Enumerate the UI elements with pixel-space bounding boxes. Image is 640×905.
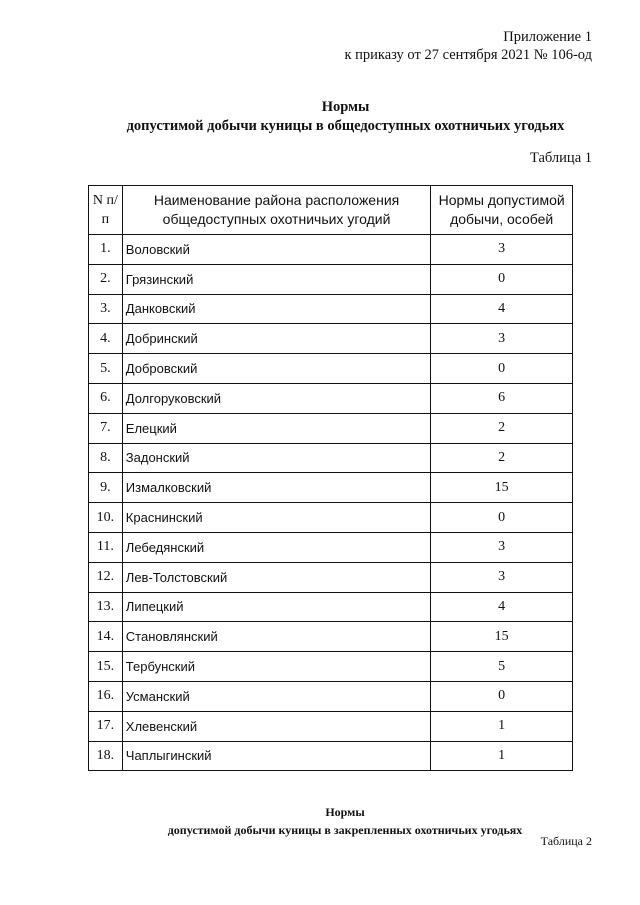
- district-name: Елецкий: [122, 413, 431, 443]
- row-number: 8.: [89, 443, 123, 473]
- row-number: 13.: [89, 592, 123, 622]
- norms-table: [88, 185, 573, 771]
- district-name: Измалковский: [122, 473, 431, 503]
- norm-value: 3: [431, 532, 573, 562]
- district-name: Краснинский: [122, 503, 431, 533]
- district-name: Становлянский: [122, 622, 431, 652]
- norm-value: 0: [431, 681, 573, 711]
- table-row: [89, 383, 573, 413]
- district-name: Чаплыгинский: [122, 741, 431, 771]
- table-row: [89, 592, 573, 622]
- table2-title-line2: допустимой добычи куницы в закрепленных охотничьих угодьях: [167, 823, 523, 837]
- row-number: 3.: [89, 294, 123, 324]
- row-number: 16.: [89, 681, 123, 711]
- row-number: 14.: [89, 622, 123, 652]
- annex-number: Приложение 1: [503, 29, 592, 45]
- table2-title-line1: Нормы: [325, 805, 365, 819]
- table2-label: Таблица 2: [540, 834, 592, 848]
- row-number: 6.: [89, 383, 123, 413]
- row-number: 5.: [89, 354, 123, 384]
- table-row: [89, 324, 573, 354]
- norm-value: 15: [431, 473, 573, 503]
- table1-title: [88, 98, 603, 136]
- table-row: [89, 741, 573, 771]
- district-name: Тербунский: [122, 652, 431, 682]
- district-name: Грязинский: [122, 264, 431, 294]
- district-name: Данковский: [122, 294, 431, 324]
- norm-value: 1: [431, 711, 573, 741]
- district-name: Усманский: [122, 681, 431, 711]
- row-number: 10.: [89, 503, 123, 533]
- norm-value: 4: [431, 592, 573, 622]
- district-name: Хлевенский: [122, 711, 431, 741]
- district-name: Липецкий: [122, 592, 431, 622]
- norm-value: 15: [431, 622, 573, 652]
- annex-header: [344, 28, 592, 64]
- district-name: Лев-Толстовский: [122, 562, 431, 592]
- district-name: Задонский: [122, 443, 431, 473]
- annex-order-reference: к приказу от 27 сентября 2021 № 106-од: [344, 47, 592, 63]
- table-row: [89, 652, 573, 682]
- table-row: [89, 503, 573, 533]
- row-number: 4.: [89, 324, 123, 354]
- district-name: Лебедянский: [122, 532, 431, 562]
- row-number: 11.: [89, 532, 123, 562]
- norm-value: 0: [431, 264, 573, 294]
- district-name: Долгоруковский: [122, 383, 431, 413]
- norm-value: 0: [431, 503, 573, 533]
- table-row: [89, 473, 573, 503]
- norm-value: 0: [431, 354, 573, 384]
- row-number: 2.: [89, 264, 123, 294]
- table2-title: [95, 803, 595, 839]
- table-row: [89, 235, 573, 265]
- norm-value: 5: [431, 652, 573, 682]
- table-row: [89, 681, 573, 711]
- row-number: 1.: [89, 235, 123, 265]
- row-number: 18.: [89, 741, 123, 771]
- norm-value: 2: [431, 413, 573, 443]
- row-number: 12.: [89, 562, 123, 592]
- header-num: N п/п: [89, 186, 123, 235]
- table-row: [89, 711, 573, 741]
- table1-label: Таблица 1: [529, 150, 592, 166]
- norm-value: 6: [431, 383, 573, 413]
- norm-value: 4: [431, 294, 573, 324]
- table-row: [89, 294, 573, 324]
- norm-value: 1: [431, 741, 573, 771]
- table1-title-line2: допустимой добычи куницы в общедоступных охотничьих угодьях: [126, 118, 565, 134]
- table-row: [89, 622, 573, 652]
- row-number: 17.: [89, 711, 123, 741]
- row-number: 9.: [89, 473, 123, 503]
- header-norm-value: Нормы допустимой добычи, особей: [431, 186, 573, 235]
- table-row: [89, 354, 573, 384]
- table-body: [89, 235, 573, 771]
- row-number: 7.: [89, 413, 123, 443]
- table-header-row: [89, 186, 573, 235]
- table-row: [89, 264, 573, 294]
- header-district-name: Наименование района расположения общедоступных охотничьих угодий: [122, 186, 431, 235]
- table-row: [89, 562, 573, 592]
- district-name: Воловский: [122, 235, 431, 265]
- table1-title-line1: Нормы: [321, 99, 370, 115]
- norm-value: 3: [431, 562, 573, 592]
- norm-value: 2: [431, 443, 573, 473]
- district-name: Добровский: [122, 354, 431, 384]
- table-row: [89, 443, 573, 473]
- row-number: 15.: [89, 652, 123, 682]
- table-row: [89, 532, 573, 562]
- norm-value: 3: [431, 235, 573, 265]
- district-name: Добринский: [122, 324, 431, 354]
- table-row: [89, 413, 573, 443]
- norm-value: 3: [431, 324, 573, 354]
